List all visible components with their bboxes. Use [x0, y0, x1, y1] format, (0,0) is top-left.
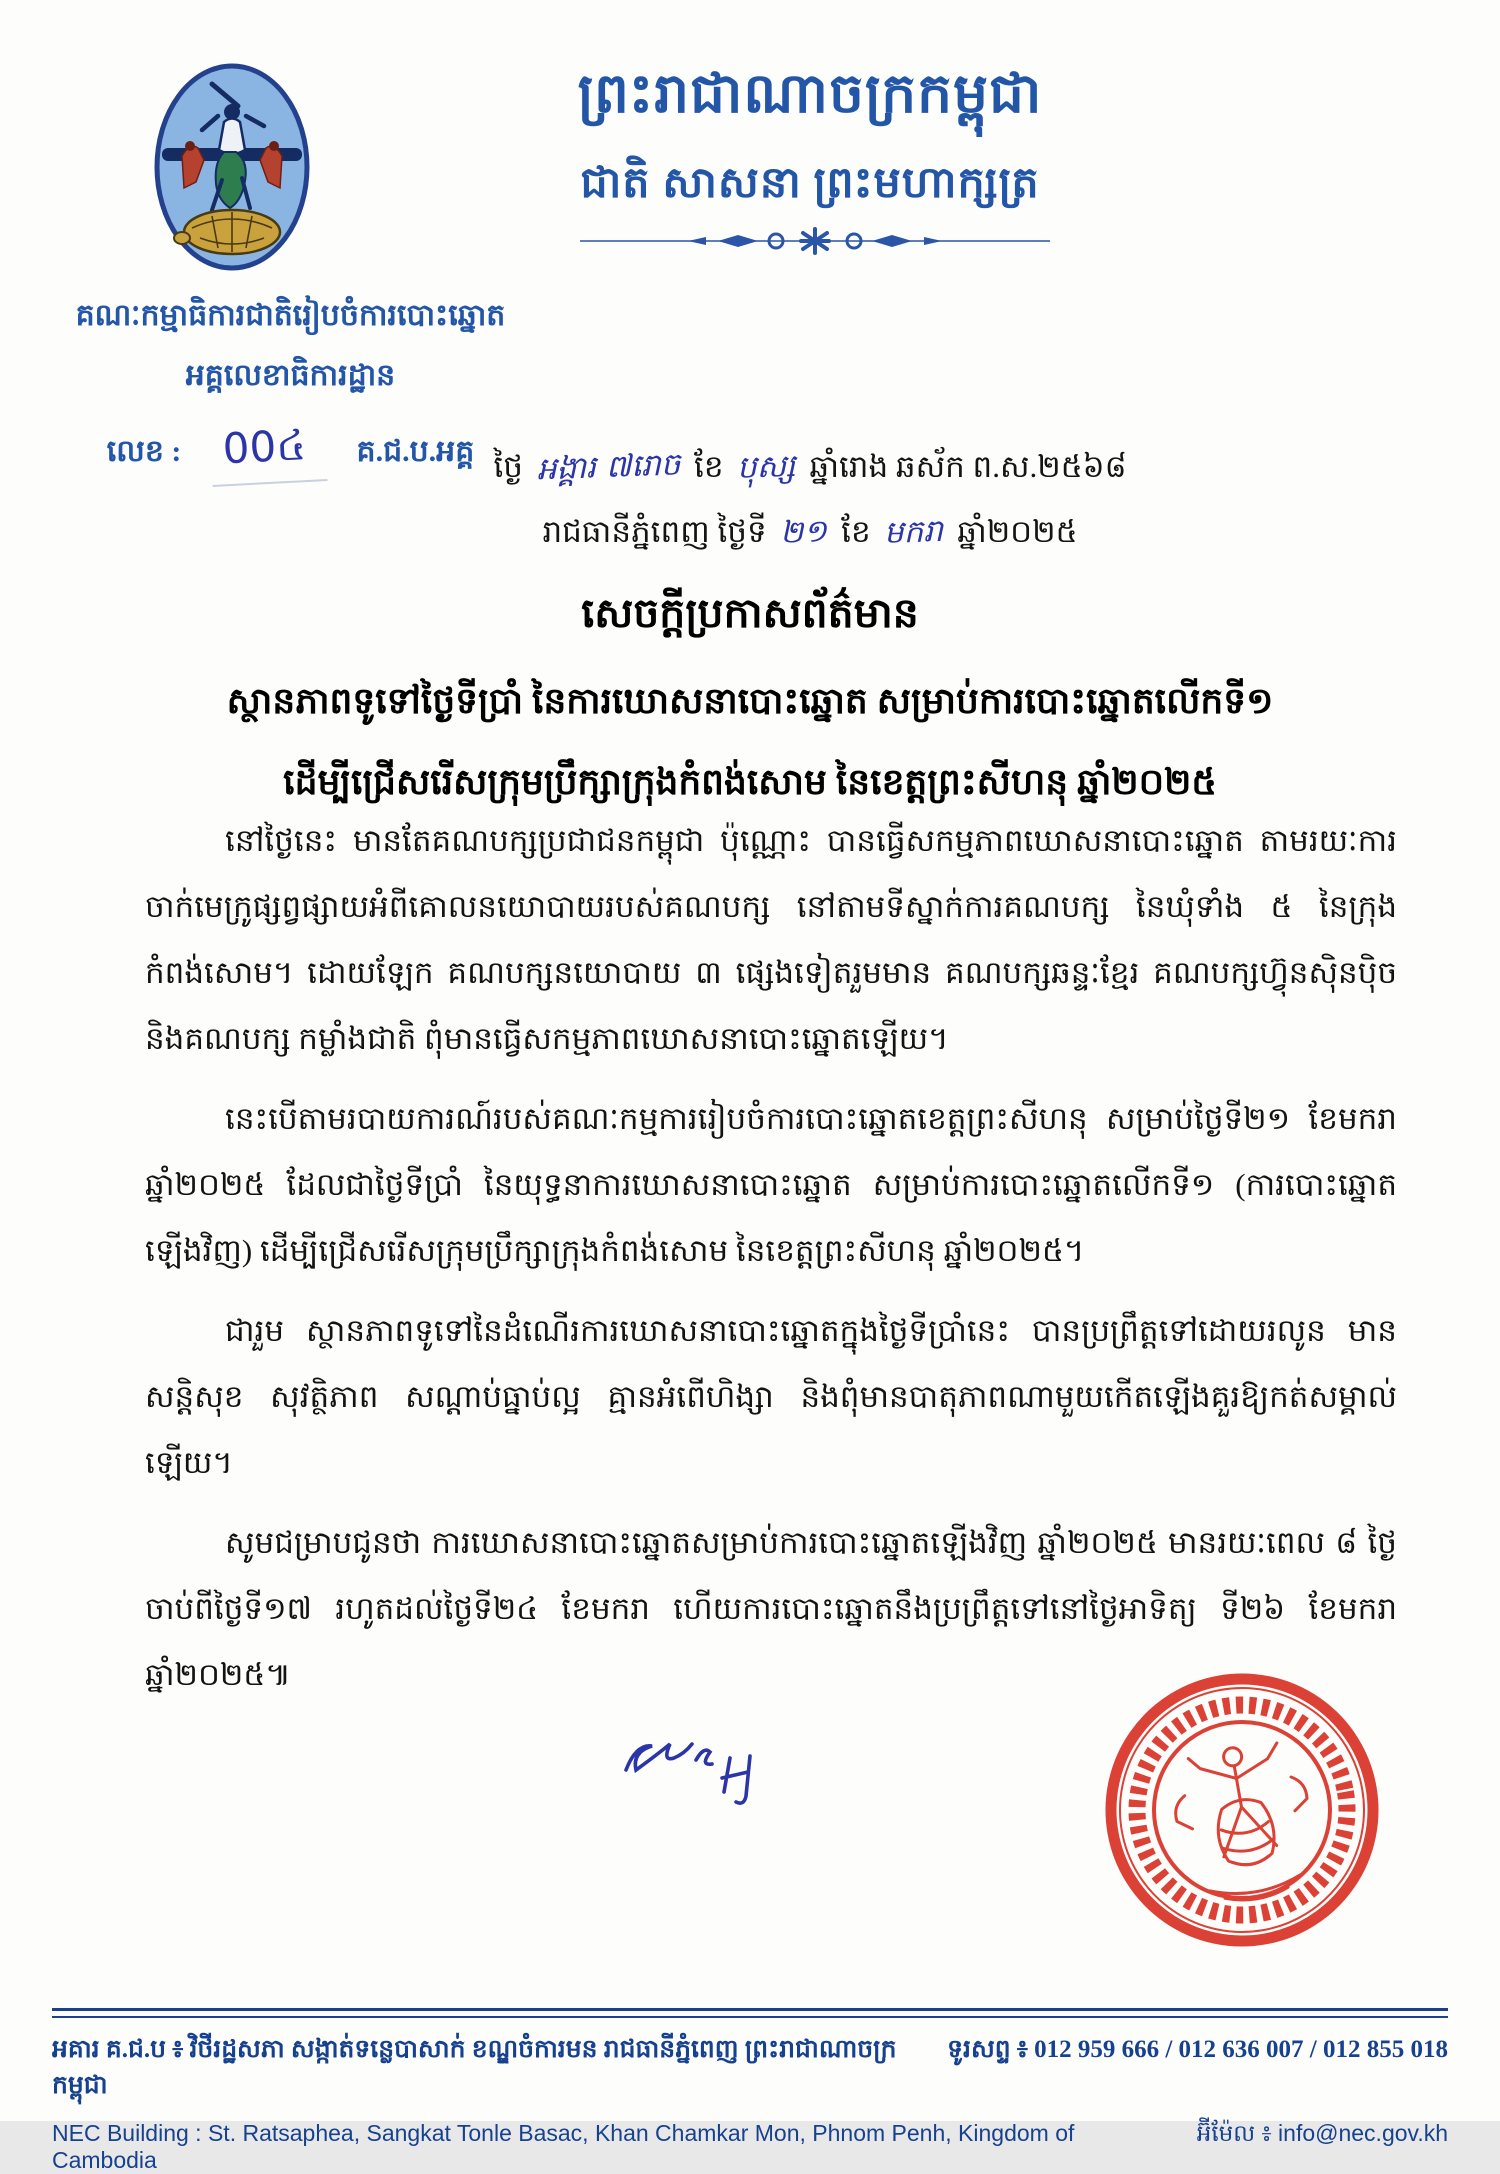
nec-address-khmer: អគារ គ.ជ.ប ៖ វិថីរដ្ឋសភា សង្កាត់ទន្លេបាសាក់ ខណ្ឌចំការមន រាជធានីភ្នំពេញ ព្រះរាជាណាចក្រកម្ពុជា — [52, 2036, 897, 2099]
nec-emblem-icon — [152, 60, 312, 274]
kingdom-motto: ជាតិ សាសនា ព្រះមហាក្សត្រ — [580, 160, 1040, 207]
handwritten-lunar-month: បុស្ស — [736, 447, 797, 487]
dateline-block — [460, 448, 1160, 558]
handwritten-day-number: ២១ — [779, 513, 828, 551]
document-body — [145, 808, 1397, 1722]
nec-email: អ៊ីម៉ែល ៖ info@nec.gov.kh — [1196, 2120, 1448, 2146]
paragraph-1: នៅថ្ងៃនេះ មានតែគណបក្សប្រជាជនកម្ពុជា ប៉ុណ្ណោះ បានធ្វើសកម្មភាពឃោសនាបោះឆ្នោត តាមរយៈការចាក់មេក្រូផ្សព្វផ្សាយអំពីគោលនយោបាយរបស់គណបក្ស នៅតាមទីស្នាក់ការគណបក្ស នៃឃុំទាំង ៥ នៃក្រុងកំពង់សោម។ ដោយឡែក គណបក្សនយោបាយ ៣ ផ្សេងទៀតរួមមាន គណបក្សឆន្ទៈខ្មែរ គណបក្សហ៊្វុនស៊ិនប៉ិច និងគណបក្ស កម្លាំងជាតិ ពុំមានធ្វើសកម្មភាពឃោសនាបោះឆ្នោតឡើយ។ — [145, 823, 1397, 1056]
year-text: ឆ្នាំ២០២៥ — [957, 514, 1078, 549]
document-title — [100, 588, 1400, 812]
gregorian-date-line — [460, 513, 1160, 558]
handwritten-lunar-day: អង្គារ ៧រោច — [536, 446, 681, 488]
footer-row-english — [52, 2120, 1448, 2174]
royal-header — [440, 58, 1180, 218]
footer — [52, 2008, 1448, 2174]
title-line-2: ស្ថានភាពទូទៅថ្ងៃទីប្រាំ នៃការឃោសនាបោះឆ្នោត សម្រាប់ការបោះឆ្នោតលើកទី១ — [226, 681, 1274, 721]
title-line-3: ដើម្បីជ្រើសរើសក្រុមប្រឹក្សាក្រុងកំពង់សោម នៃខេត្តព្រះសីហនុ ឆ្នាំ២០២៥ — [283, 762, 1217, 802]
paragraph-3: ជារួម ស្ថានភាពទូទៅនៃដំណើរការឃោសនាបោះឆ្នោតក្នុងថ្ងៃទីប្រាំនេះ បានប្រព្រឹត្តទៅដោយរលូន មានសន្តិសុខ សុវត្ថិភាព សណ្តាប់ធ្នាប់ល្អ គ្មានអំពើហិង្សា និងពុំមានបាតុភាពណាមួយកើតឡើងគួរឱ្យកត់សម្គាល់ឡើយ។ — [145, 1313, 1397, 1480]
number-suffix: គ.ជ.ប.អគ្គ — [356, 435, 475, 468]
paragraph-2: នេះបើតាមរបាយការណ៍របស់គណៈកម្មការរៀបចំការបោះឆ្នោតខេត្តព្រះសីហនុ សម្រាប់ថ្ងៃទី២១ ខែមករា ឆ្នាំ២០២៥ ដែលជាថ្ងៃទីប្រាំ នៃយុទ្ធនាការឃោសនាបោះឆ្នោត សម្រាប់ការបោះឆ្នោតលើកទី១ (ការបោះឆ្នោតឡើងវិញ) ដើម្បីជ្រើសរើសក្រុមប្រឹក្សាក្រុងកំពង់សោម នៃខេត្តព្រះសីហនុ ឆ្នាំ២០២៥។ — [145, 1101, 1397, 1268]
kingdom-title: ព្រះរាជាណាចក្រកម្ពុជា — [577, 63, 1043, 124]
lunar-year-text: ឆ្នាំរោង ឆស័ក ព.ស.២៥៦៨ — [809, 449, 1127, 484]
footer-row-khmer — [52, 2034, 1448, 2106]
number-label: លេខ : — [106, 435, 182, 468]
ornament-divider-icon — [580, 226, 1050, 256]
handwritten-month-name: មករា — [883, 512, 944, 552]
footer-double-rule — [52, 2008, 1448, 2018]
red-seal-icon — [1100, 1668, 1385, 1953]
month-label-2: ខែ — [841, 514, 871, 549]
month-label: ខែ — [693, 449, 724, 484]
date-prefix: ថ្ងៃ — [493, 449, 523, 484]
committee-name: គណៈកម្មាធិការជាតិរៀបចំការបោះឆ្នោត — [75, 299, 506, 332]
lunar-date-line — [460, 448, 1160, 493]
nec-address-english: NEC Building : St. Ratsaphea, Sangkat Tonle Basac, Khan Chamkar Mon, Phnom Penh, Kingdom of Cambodia — [52, 2120, 1075, 2173]
nec-phone: ទូរសព្ទ ៖ 012 959 666 / 012 636 007 / 012 855 018 — [947, 2036, 1448, 2063]
title-line-1: សេចក្តីប្រកាសព័ត៌មាន — [581, 590, 919, 636]
signature-initials-icon — [618, 1730, 778, 1810]
city-date-prefix: រាជធានីភ្នំពេញ ថ្ងៃទី — [542, 514, 767, 549]
handwritten-document-number: 00៤ — [210, 417, 328, 487]
secretariat-name: អគ្គលេខាធិការដ្ឋាន — [185, 359, 396, 392]
paragraph-4: សូមជម្រាបជូនថា ការឃោសនាបោះឆ្នោតសម្រាប់ការបោះឆ្នោតឡើងវិញ ឆ្នាំ២០២៥ មានរយៈពេល ៨ ថ្ងៃ ចាប់ពីថ្ងៃទី១៧ រហូតដល់ថ្ងៃទី២៤ ខែមករា ហើយការបោះឆ្នោតនឹងប្រព្រឹត្តទៅនៅថ្ងៃអាទិត្យ ទី២៦ ខែមករា ឆ្នាំ២០២៥៕ — [145, 1525, 1397, 1692]
